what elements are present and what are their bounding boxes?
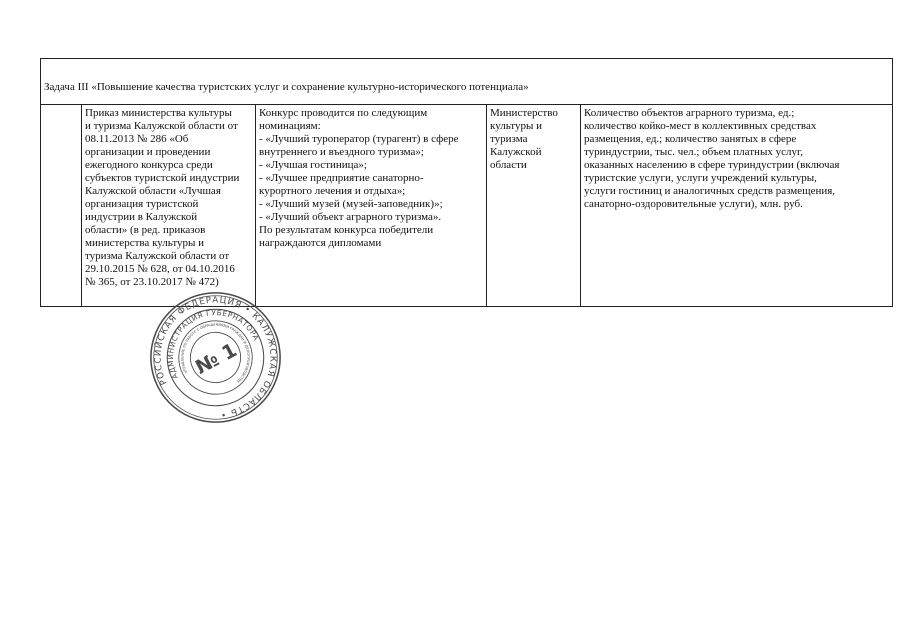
table-row — [41, 105, 893, 307]
official-stamp — [148, 290, 283, 425]
executor-cell: Министерство культуры и туризма Калужской области — [487, 105, 581, 307]
document-table — [40, 58, 893, 307]
stamp-middle-text: АДМИНИСТРАЦИЯ ГУБЕРНАТОРА — [166, 308, 262, 381]
task-header-row — [41, 59, 893, 105]
task-header-cell: Задача III «Повышение качества туристских услуг и сохранение культурно-исторического потенциала» — [41, 59, 893, 105]
number-cell — [41, 105, 82, 307]
indicators-cell: Количество объектов аграрного туризма, ед.; количество койко-мест в коллективных средствах размещения, ед.; количество занятых в сфере туриндустрии, тыс. чел.; объем платных услуг, оказанных населению в сфере туриндустрии (включая туристские услуги, услуги учреждений культуры, услуги гостиниц и аналогичных средств размещения, санаторно-оздоровительные услуги), млн. руб. — [581, 105, 893, 307]
stamp-inner-text: УПРАВЛЕНИЕ ПО РАБОТЕ С ОБРАЩЕНИЯМИ ГРАЖДАН И ДЕЛОПРОИЗВОДСТВУ — [180, 322, 251, 384]
description-cell: Конкурс проводится по следующим номинациям: - «Лучший туроператор (турагент) в сфере внутреннего и въездного туризма»; - «Лучшая гостиница»; - «Лучшее предприятие санаторно- курортного лечения и отдыха»; - «Лучший музей (музей-заповедник)»; - «Лучший объект аграрного туризма». По результатам конкурса победители награждаются дипломами — [256, 105, 487, 307]
document-cell: Приказ министерства культуры и туризма Калужской области от 08.11.2013 № 286 «Об организации и проведении ежегодного конкурса среди субъектов туристской индустрии Калужской области «Лучшая организация туристской индустрии в Калужской области» (в ред. приказов министерства культуры и туризма Калужской области от 29.10.2015 № 628, от 04.10.2016 № 365, от 23.10.2017 № 472) — [82, 105, 256, 307]
stamp-outer-text: РОССИЙСКАЯ ФЕДЕРАЦИЯ • КАЛУЖСКАЯ ОБЛАСТЬ • — [153, 295, 278, 420]
stamp-center-number: № 1 — [191, 338, 241, 379]
